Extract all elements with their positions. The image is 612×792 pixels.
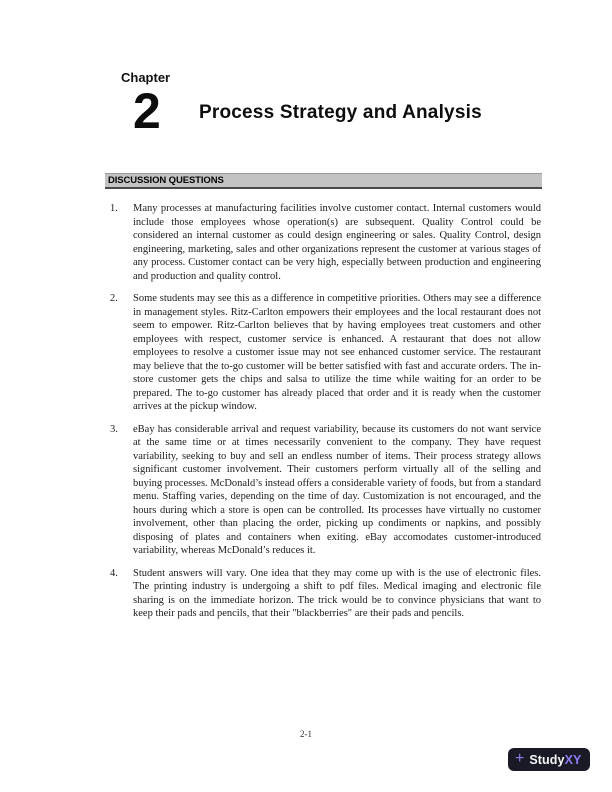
question-text: Some students may see this as a difference in competitive priorities. Others may see a difference in management styles. Ritz-Carlton empowers their employees and the local restaurant does not seem to empower. Ritz-Carlton believes that by having employees treat customers and other employees with respect, customer service is enhanced. A restaurant that does not allow employees to resolve a customer issue may not see enhanced customer service. The restaurant may believe that the to-go customer will be better satisfied with fast and accurate orders. The in-store customer gets the chips and salsa to utilize the time while waiting for an order to be prepared. The to-go customer has already placed that order and it is ready when the customer arrives at the pickup window. bbox=[133, 293, 541, 412]
question-number: 4. bbox=[110, 567, 118, 579]
chapter-number: 2 bbox=[133, 83, 161, 139]
chapter-title: Process Strategy and Analysis bbox=[199, 102, 482, 123]
plus-icon: + bbox=[515, 749, 525, 767]
question-item-3 bbox=[110, 423, 541, 558]
question-item-2 bbox=[110, 292, 541, 414]
discussion-questions-list bbox=[110, 202, 541, 630]
question-number: 1. bbox=[110, 203, 118, 214]
brand-name-xy: XY bbox=[564, 752, 582, 767]
section-header-bar bbox=[105, 173, 542, 189]
question-number: 3. bbox=[110, 423, 118, 435]
question-item-4 bbox=[110, 567, 541, 621]
studyxy-logo-badge bbox=[508, 748, 590, 771]
page-number: 2-1 bbox=[300, 729, 312, 739]
question-text: Student answers will vary. One idea that they may come up with is the use of electronic files. The printing industry is undergoing a shift to pdf files. Medical imaging and electronic file sharing is on the immediate horizon. The trick would be to convince physicians that want to keep their pads and pencils, that their "blackberries" are their pads and pencils. bbox=[133, 567, 541, 619]
question-item-1 bbox=[110, 202, 541, 283]
section-title: DISCUSSION QUESTIONS bbox=[108, 175, 224, 186]
brand-name-study: Study bbox=[529, 752, 565, 767]
question-text: eBay has considerable arrival and request variability, because its customers do not want service at the same time or at times necessarily convenient to the company. They have request variability, seeking to buy and sell an endless number of items. Their process strategy allows significant customer involvement. Their customers perform virtually all of the selling and buying processes. McDonald’s instead offers a considerable variety of foods, but from a standard menu. Staffing varies, depending on the time of day. Customization is not encouraged, and the hours during which a store is open can be controlled. Its processes have virtually no customer involvement, other than placing the order, picking up condiments or napkins, and possibly disposing of plates and containers when exiting. eBay accomodates customer-introduced variability, whereas McDonald’s reduces it. bbox=[133, 423, 541, 556]
question-number: 2. bbox=[110, 293, 118, 304]
chapter-label: Chapter bbox=[121, 70, 171, 85]
question-text: Many processes at manufacturing facilities involve customer contact. Internal customers would include those employees whose operation(s) are subsequent. Quality Control could be considered an internal customer as could design engineering or sales. Quality Control, design engineering, marketing, sales and other organizations represent the customer at various stages of any process. Customer contact can be very high, especially between production and engineering and production and quality control. bbox=[133, 203, 541, 282]
